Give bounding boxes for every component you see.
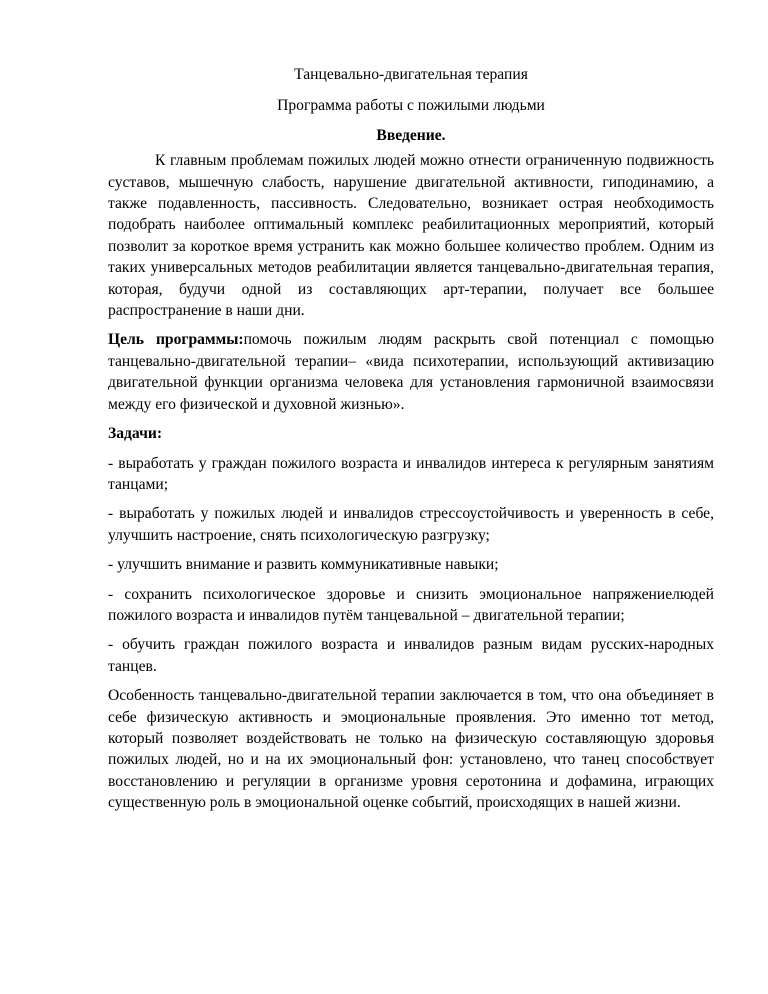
- document-subtitle: Программа работы с пожилыми людьми: [277, 97, 545, 115]
- goal-text: помочь пожилым людям раскрыть свой потенциал с помощью танцевально-двигательной терапии– «вида психотерапии, использующий активизацию двигательной функции организма человека для установления гармоничной взаимосвязи между его физической и духовной жизнью».: [108, 331, 714, 413]
- document-title: Танцевально-двигательная терапия: [294, 66, 528, 83]
- intro-paragraph: К главным проблемам пожилых людей можно отнести ограниченную подвижность суставов, мышечную слабость, нарушение двигательной активности, гиподинамию, а также подавленность, пассивность. Следовательно, возникает острая необходимость подобрать наиболее оптимальный комплекс реабилитационных мероприятий, который позволит за короткое время устранить как можно большее количество проблем. Одним из таких универсальных методов реабилитации является танцевально-двигательная терапия, которая, будучи одной из составляющих арт-терапии, получает все большее распространение в наши дни.: [108, 152, 714, 320]
- task-item: - выработать у пожилых людей и инвалидов стрессоустойчивость и уверенность в себе, улучшить настроение, снять психологическую разгрузку;: [108, 505, 714, 544]
- task-item: - обучить граждан пожилого возраста и инвалидов разным видам русских-народных танцев.: [108, 636, 714, 675]
- task-item: - улучшить внимание и развить коммуникативные навыки;: [108, 556, 499, 574]
- goal-label: Цель программы:: [108, 331, 244, 349]
- document-page: [108, 64, 714, 822]
- task-item: - сохранить психологическое здоровье и снизить эмоциональное напряжениелюдей пожилого возраста и инвалидов путём танцевальной – двигательной терапии;: [108, 585, 714, 624]
- section-heading-introduction: Введение.: [376, 126, 446, 144]
- tasks-heading: Задачи:: [108, 425, 163, 443]
- feature-paragraph: Особенность танцевально-двигательной терапии заключается в том, что она объединяет в себе физическую активность и эмоциональные проявления. Это именно тот метод, который позволяет воздействовать не только на физическую составляющую здоровья пожилых людей, но и на их эмоциональный фон: установлено, что танец способствует восстановлению и регуляции в организме уровня серотонина и дофамина, играющих существенную роль в эмоциональной оценке событий, происходящих в нашей жизни.: [108, 687, 714, 812]
- task-item: - выработать у граждан пожилого возраста и инвалидов интереса к регулярным занятиям танцами;: [108, 454, 714, 493]
- goal-paragraph: [108, 329, 714, 415]
